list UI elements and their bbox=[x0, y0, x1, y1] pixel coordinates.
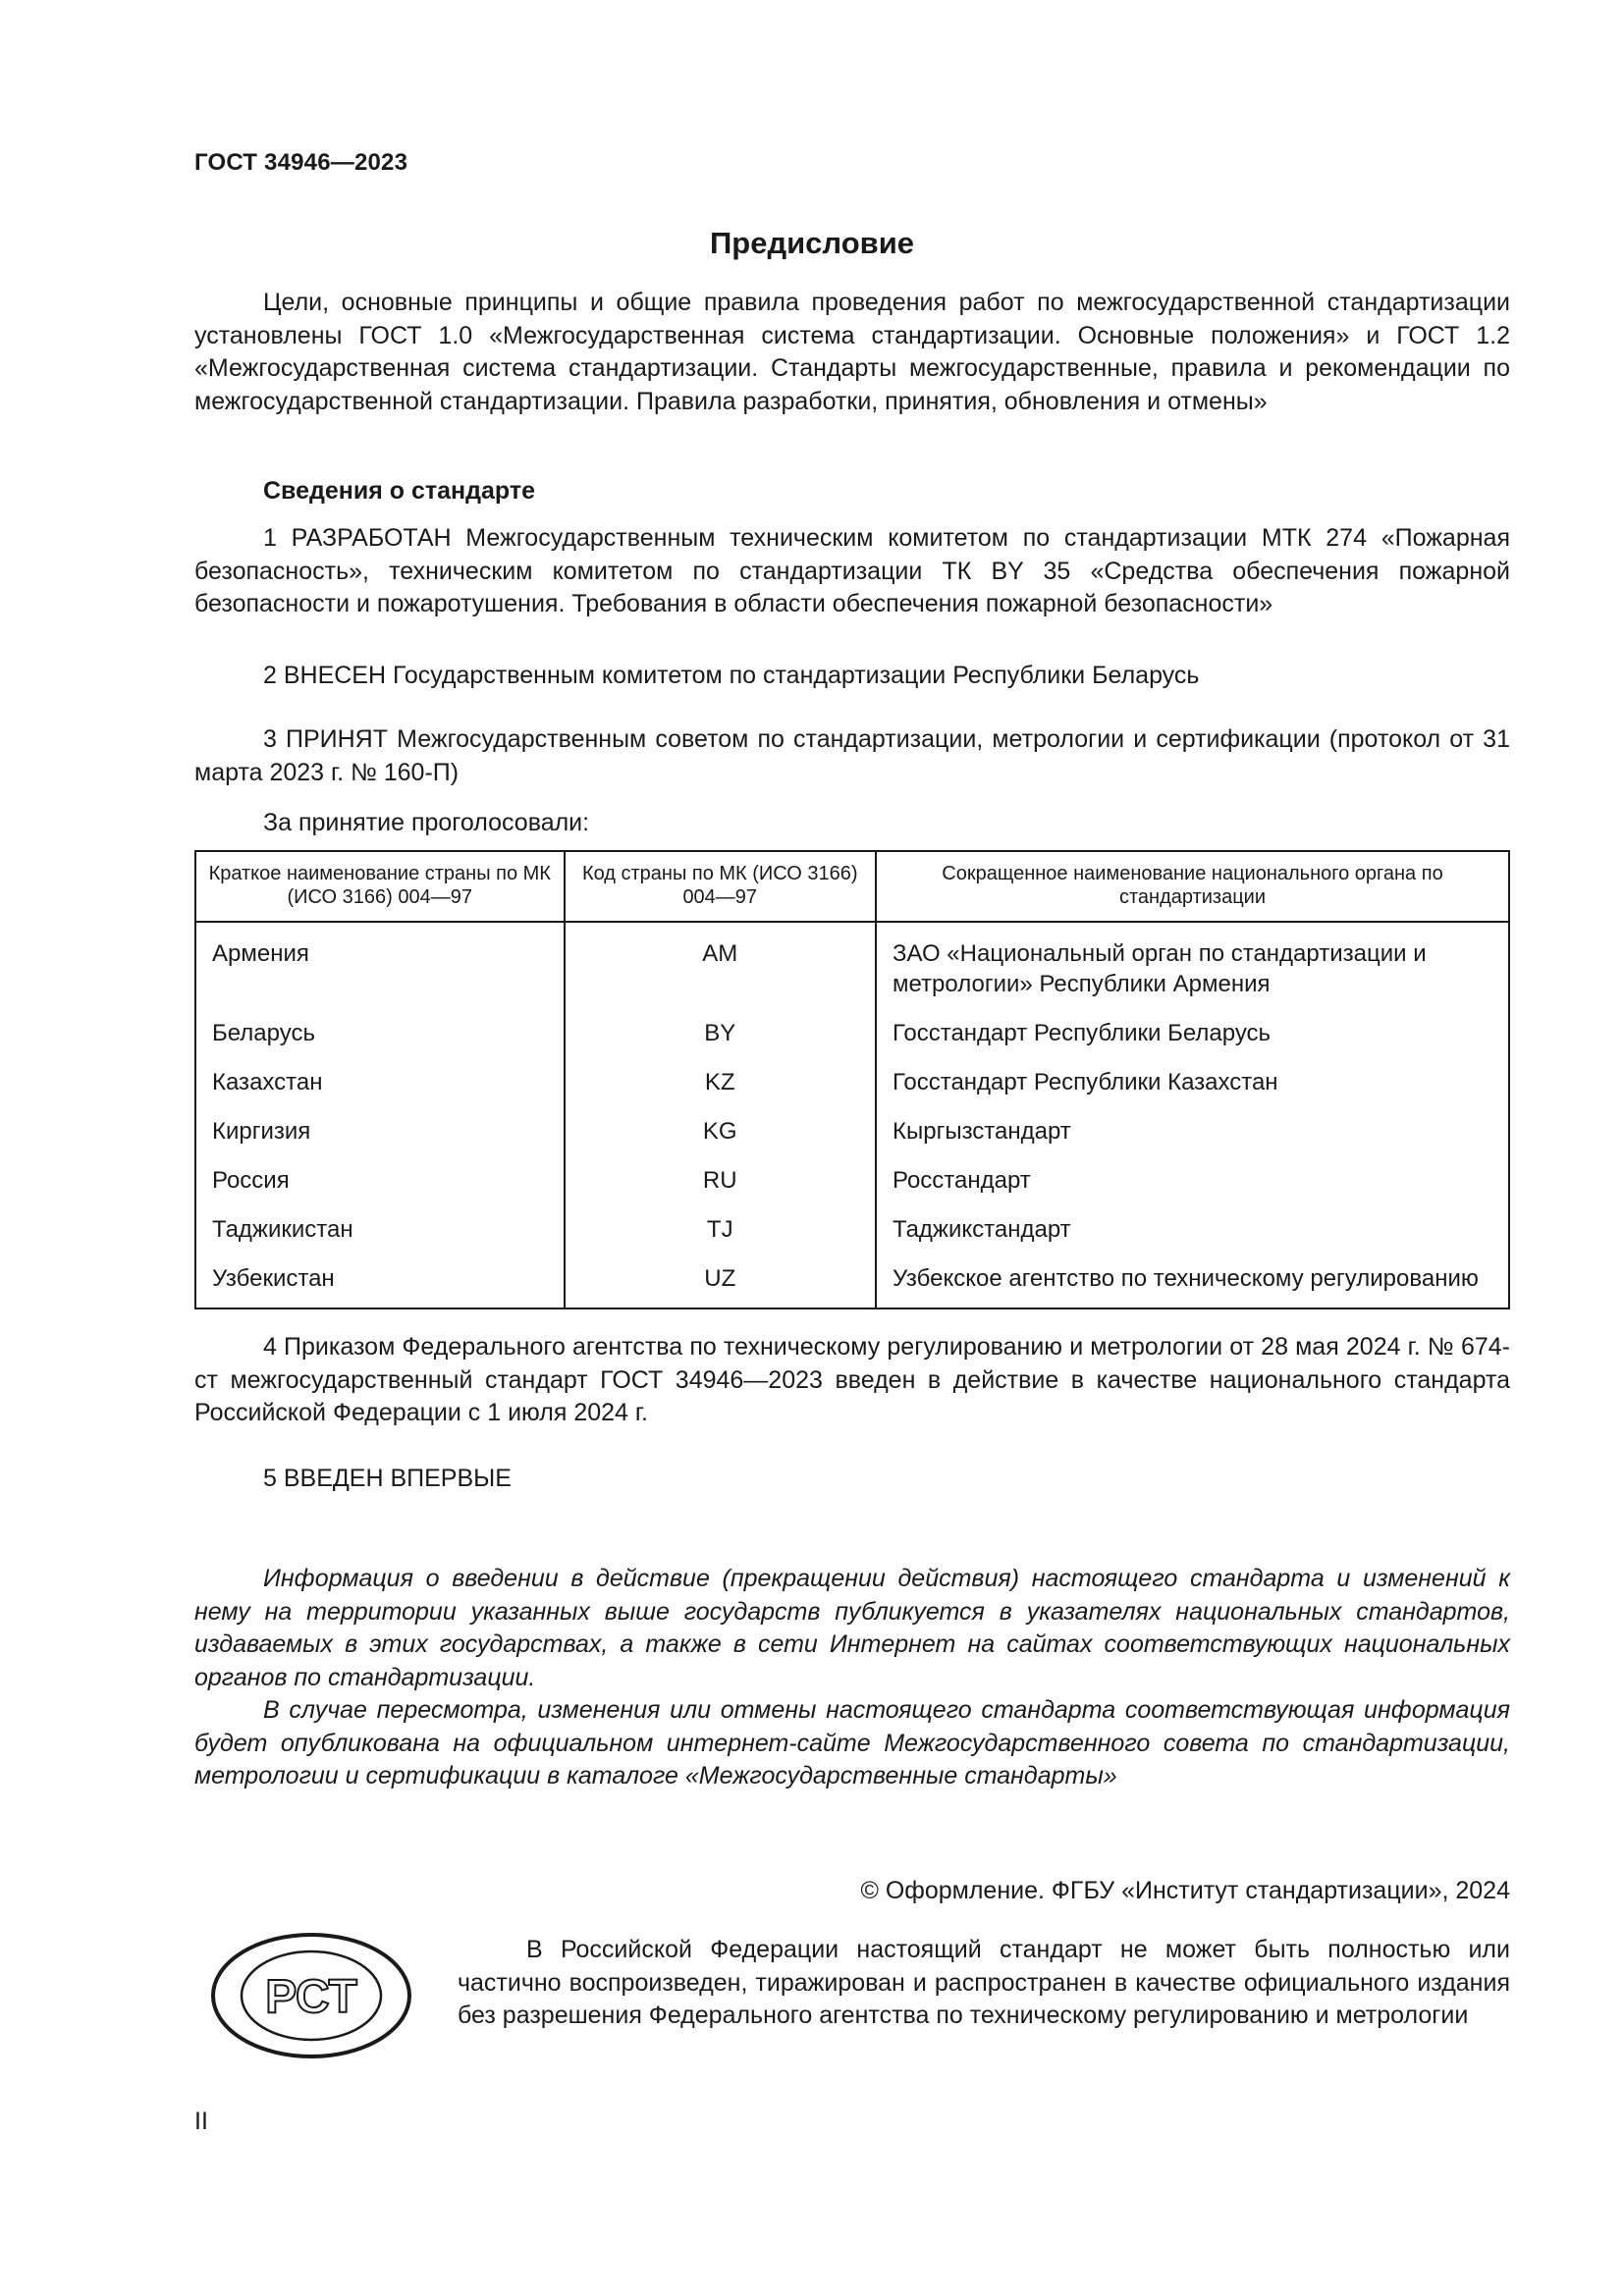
note-publication-info: Информация о введении в действие (прекращении действия) настоящего стандарта и изменений к нему на территории указанных выше государств публикуется в указателях национальных стандартов, издаваемых в этих государствах, а также в сети Интернет на сайтах соответствующих национальных органов по стандартизации. bbox=[194, 1565, 1510, 1691]
national-body: ЗАО «Национальный орган по стандартизации и метрологии» Республики Армения bbox=[876, 922, 1509, 1010]
item-order: 4 Приказом Федерального агентства по техническому регулированию и метрологии от 28 мая 2024 г. № 674-ст межгосударственный стандарт ГОСТ 34946—2023 введен в действие в качестве национального стандарта Российской Федерации с 1 июля 2024 г. bbox=[194, 1333, 1510, 1426]
national-body: Узбекское агентство по техническому регулированию bbox=[876, 1255, 1509, 1308]
country-name: Беларусь bbox=[195, 1010, 565, 1059]
country-name: Армения bbox=[195, 922, 565, 1010]
item-introduced: 2 ВНЕСЕН Государственным комитетом по стандартизации Республики Беларусь bbox=[263, 662, 1200, 689]
header-country-name: Краткое наименование страны по МК (ИСО 3166) 004—97 bbox=[195, 851, 565, 922]
page-number: II bbox=[194, 2108, 208, 2135]
country-code: TJ bbox=[565, 1206, 876, 1255]
country-code: UZ bbox=[565, 1255, 876, 1308]
table-row bbox=[195, 1010, 1509, 1059]
table-row bbox=[195, 1255, 1509, 1308]
item-developed: 1 РАЗРАБОТАН Межгосударственным техническим комитетом по стандартизации МТК 274 «Пожарная безопасность», техническим комитетом по стандартизации ТК BY 35 «Средства обеспечения пожарной безопасности и пожаротушения. Требования в области обеспечения пожарной безопасности» bbox=[194, 524, 1510, 617]
table-header-row bbox=[195, 851, 1509, 922]
national-body: Госстандарт Республики Беларусь bbox=[876, 1010, 1509, 1059]
document-code: ГОСТ 34946—2023 bbox=[194, 149, 408, 176]
item-first-time: 5 ВВЕДЕН ВПЕРВЫЕ bbox=[263, 1465, 512, 1492]
item-adopted: 3 ПРИНЯТ Межгосударственным советом по стандартизации, метрологии и сертификации (протокол от 31 марта 2023 г. № 160-П) bbox=[194, 725, 1510, 786]
national-body: Госстандарт Республики Казахстан bbox=[876, 1059, 1509, 1108]
table-row bbox=[195, 1206, 1509, 1255]
country-code: KG bbox=[565, 1108, 876, 1157]
logo-text: РСТ bbox=[265, 1971, 357, 2023]
standard-info-heading: Сведения о стандарте bbox=[263, 477, 536, 505]
country-code: AM bbox=[565, 922, 876, 1010]
rights-notice: В Российской Федерации настоящий стандарт не может быть полностью или частично воспроизведен, тиражирован и распространен в качестве официального издания без разрешения Федерального агентства по техническому регулированию и метрологии bbox=[458, 1936, 1510, 2029]
header-country-code: Код страны по МК (ИСО 3166) 004—97 bbox=[565, 851, 876, 922]
table-row bbox=[195, 1157, 1509, 1206]
note-revision-info: В случае пересмотра, изменения или отмены настоящего стандарта соответствующая информация будет опубликована на официальном интернет-сайте Межгосударственного совета по стандартизации, метрологии и сертификации в каталоге «Межгосударственные стандарты» bbox=[194, 1696, 1510, 1789]
page-title: Предисловие bbox=[709, 226, 914, 260]
table-row bbox=[195, 1059, 1509, 1108]
country-name: Россия bbox=[195, 1157, 565, 1206]
country-name: Киргизия bbox=[195, 1108, 565, 1157]
table-row bbox=[195, 922, 1509, 1010]
voted-label: За принятие проголосовали: bbox=[263, 809, 590, 836]
country-code: BY bbox=[565, 1010, 876, 1059]
national-body: Кыргызстандарт bbox=[876, 1108, 1509, 1157]
voting-table bbox=[194, 850, 1510, 1309]
national-body: Таджикстандарт bbox=[876, 1206, 1509, 1255]
country-name: Узбекистан bbox=[195, 1255, 565, 1308]
country-name: Казахстан bbox=[195, 1059, 565, 1108]
country-name: Таджикистан bbox=[195, 1206, 565, 1255]
rst-certification-logo-icon bbox=[210, 1932, 412, 2059]
national-body: Росстандарт bbox=[876, 1157, 1509, 1206]
header-national-body: Сокращенное наименование национального органа по стандартизации bbox=[876, 851, 1509, 922]
table-row bbox=[195, 1108, 1509, 1157]
copyright-line: © Оформление. ФГБУ «Институт стандартизации», 2024 bbox=[860, 1877, 1510, 1904]
country-code: KZ bbox=[565, 1059, 876, 1108]
country-code: RU bbox=[565, 1157, 876, 1206]
intro-paragraph: Цели, основные принципы и общие правила проведения работ по межгосударственной стандартизации установлены ГОСТ 1.0 «Межгосударственная система стандартизации. Основные положения» и ГОСТ 1.2 «Межгосударственная система стандартизации. Стандарты межгосударственные, правила и рекомендации по межгосударственной стандартизации. Правила разработки, принятия, обновления и отмены» bbox=[194, 289, 1510, 415]
